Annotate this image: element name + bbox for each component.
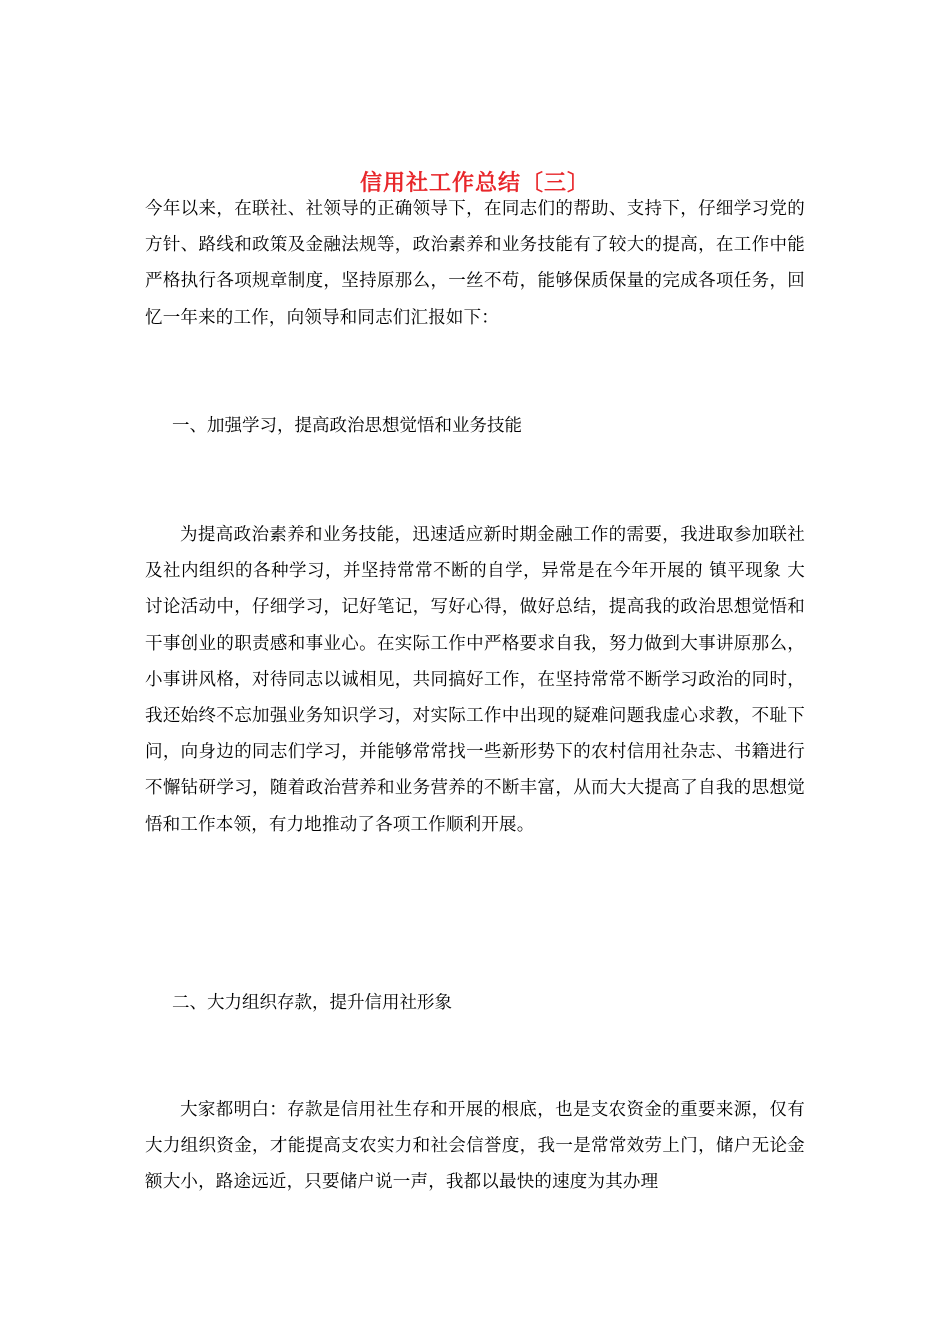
section-2-body: 大家都明白：存款是信用社生存和开展的根底，也是支农资金的重要来源，仅有大力组织资金，才能提高支农实力和社会信誉度，我一是常常效劳上门，储户无论金额大小，路途远近，只要储户说一声，我都以最快的速度为其办理 [145, 1100, 805, 1193]
intro-paragraph: 今年以来，在联社、社领导的正确领导下，在同志们的帮助、支持下，仔细学习党的方针、路线和政策及金融法规等，政治素养和业务技能有了较大的提高，在工作中能严格执行各项规章制度，坚持原那么，一丝不苟，能够保质保量的完成各项任务，回忆一年来的工作，向领导和同志们汇报如下： [145, 199, 805, 328]
section-2-heading: 二、大力组织存款，提升信用社形象 [172, 993, 452, 1013]
section-1-body: 为提高政治素养和业务技能，迅速适应新时期金融工作的需要，我进取参加联社及社内组织的各种学习，并坚持常常不断的自学，异常是在今年开展的 镇平现象 大讨论活动中，仔细学习，记好笔记，写好心得，做好总结，提高我的政治思想觉悟和干事创业的职责感和事业心。在实际工作中严格要求自我，努力做到大事讲原那么，小事讲风格，对待同志以诚相见，共同搞好工作，在坚持常常不断学习政治的同时，我还始终不忘加强业务知识学习，对实际工作中出现的疑难问题我虚心求教，不耻下问，向身边的同志们学习，并能够常常找一些新形势下的农村信用社杂志、书籍进行不懈钻研学习，随着政治营养和业务营养的不断丰富，从而大大提高了自我的思想觉悟和工作本领，有力地推动了各项工作顺利开展。 [145, 525, 805, 835]
document-title: 信用社工作总结〔三〕 [359, 169, 590, 196]
section-1-heading: 一、加强学习，提高政治思想觉悟和业务技能 [172, 416, 522, 436]
